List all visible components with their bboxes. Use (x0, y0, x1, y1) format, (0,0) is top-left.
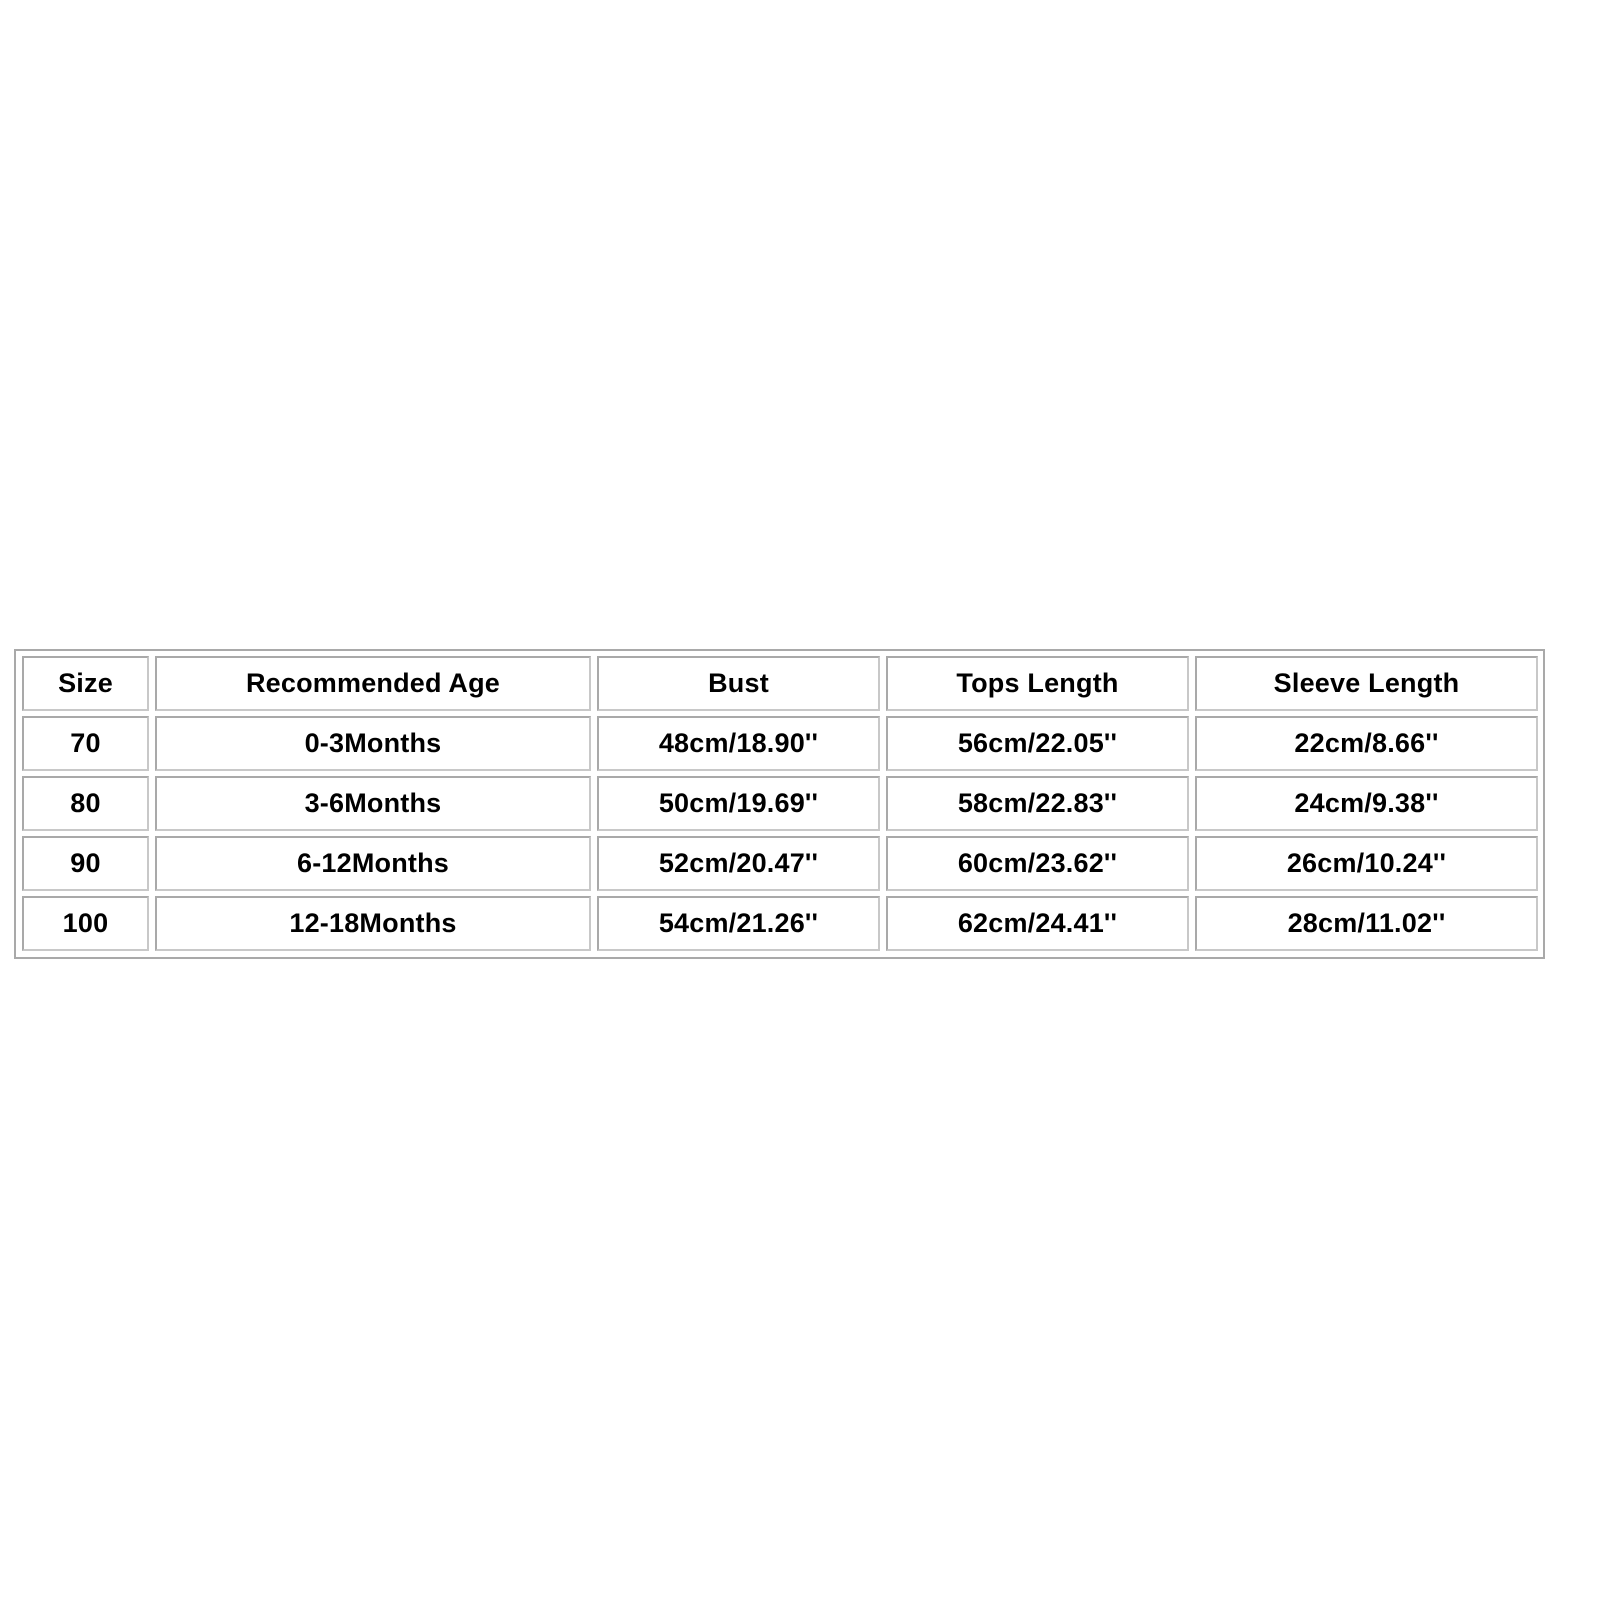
table-row (22, 836, 1538, 891)
table-row (22, 776, 1538, 831)
cell-size: 90 (22, 836, 149, 891)
cell-sleeve-length: 22cm/8.66'' (1195, 716, 1538, 771)
cell-recommended-age: 12-18Months (155, 896, 591, 951)
header-size: Size (22, 656, 149, 711)
cell-recommended-age: 0-3Months (155, 716, 591, 771)
cell-size: 100 (22, 896, 149, 951)
header-bust: Bust (597, 656, 880, 711)
cell-size: 80 (22, 776, 149, 831)
header-recommended-age: Recommended Age (155, 656, 591, 711)
size-table (16, 651, 1544, 956)
cell-tops-length: 62cm/24.41'' (886, 896, 1189, 951)
cell-recommended-age: 6-12Months (155, 836, 591, 891)
header-tops-length: Tops Length (886, 656, 1189, 711)
cell-sleeve-length: 28cm/11.02'' (1195, 896, 1538, 951)
table-row (22, 716, 1538, 771)
cell-sleeve-length: 24cm/9.38'' (1195, 776, 1538, 831)
cell-sleeve-length: 26cm/10.24'' (1195, 836, 1538, 891)
cell-tops-length: 60cm/23.62'' (886, 836, 1189, 891)
cell-bust: 50cm/19.69'' (597, 776, 880, 831)
cell-tops-length: 58cm/22.83'' (886, 776, 1189, 831)
cell-size: 70 (22, 716, 149, 771)
cell-bust: 48cm/18.90'' (597, 716, 880, 771)
size-chart-table (14, 649, 1545, 959)
cell-recommended-age: 3-6Months (155, 776, 591, 831)
cell-bust: 52cm/20.47'' (597, 836, 880, 891)
header-sleeve-length: Sleeve Length (1195, 656, 1538, 711)
cell-bust: 54cm/21.26'' (597, 896, 880, 951)
cell-tops-length: 56cm/22.05'' (886, 716, 1189, 771)
header-row (22, 656, 1538, 711)
table-row (22, 896, 1538, 951)
